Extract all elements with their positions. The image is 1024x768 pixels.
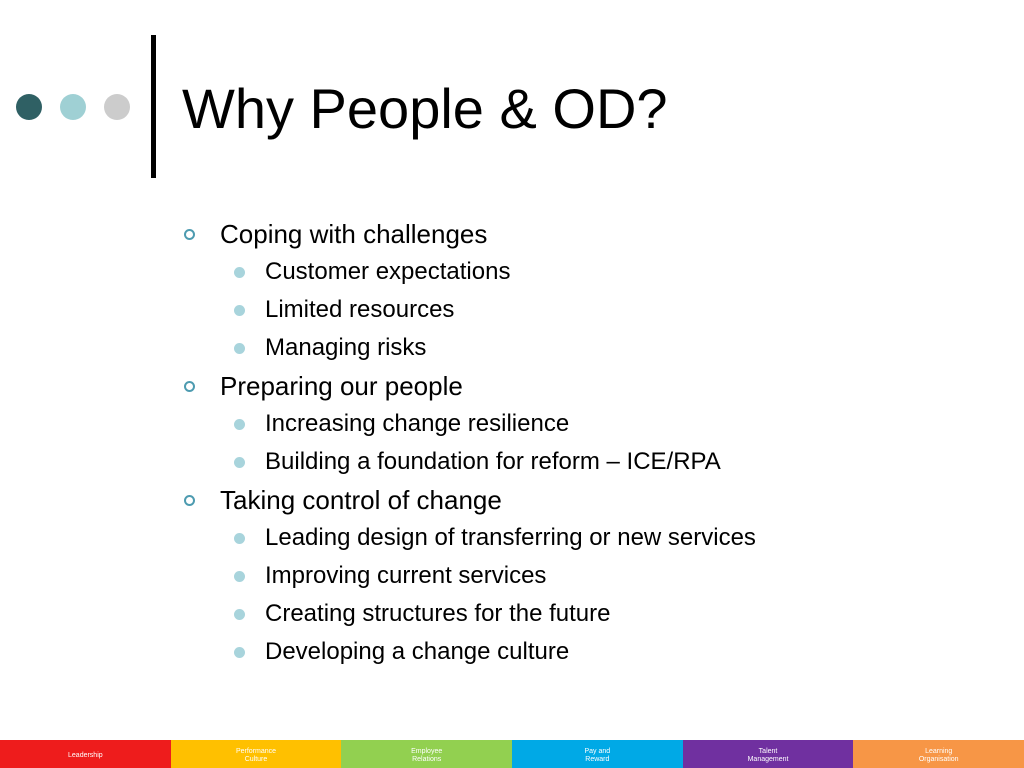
slide-title: Why People & OD? [182, 77, 668, 140]
footer-segment [683, 740, 854, 768]
bullet-text: Customer expectations [265, 258, 511, 285]
bullet-text: Coping with challenges [220, 219, 488, 249]
footer-segment-label: Employee Relations [411, 748, 443, 763]
bullet-text: Preparing our people [220, 371, 463, 401]
bullet-text: Managing risks [265, 334, 427, 361]
footer-bar [0, 740, 1024, 768]
dot-bullet-icon [234, 343, 245, 354]
dot-bullet-icon [234, 457, 245, 468]
ring-bullet-icon [184, 229, 195, 240]
footer-segment [0, 740, 171, 768]
footer-segment [341, 740, 512, 768]
bullet-text: Improving current services [265, 562, 547, 589]
dot-bullet-icon [234, 533, 245, 544]
ring-bullet-icon [184, 381, 195, 392]
footer-segment-label: Leadership [68, 752, 103, 759]
bullet-text: Limited resources [265, 296, 455, 323]
bullet-text: Taking control of change [220, 485, 502, 515]
dot-bullet-icon [234, 305, 245, 316]
footer-segment-label: Talent Management [747, 748, 789, 763]
bullet-text: Building a foundation for reform – ICE/RPA [265, 448, 721, 475]
footer-segment-label: Pay and Reward [584, 748, 611, 763]
footer-segment-label: Learning Organisation [918, 748, 959, 763]
dot-bullet-icon [234, 609, 245, 620]
dot-bullet-icon [234, 571, 245, 582]
footer-segment-label: Performance Culture [235, 748, 277, 763]
dot-bullet-icon [234, 267, 245, 278]
bullet-text: Creating structures for the future [265, 600, 611, 627]
bullet-text: Developing a change culture [265, 638, 570, 665]
dot-bullet-icon [234, 419, 245, 430]
footer-segment [512, 740, 683, 768]
ring-bullet-icon [184, 495, 195, 506]
bullet-text: Leading design of transferring or new services [265, 524, 756, 551]
bullet-text: Increasing change resilience [265, 410, 570, 437]
dot-bullet-icon [234, 647, 245, 658]
footer-segment [171, 740, 342, 768]
footer-segment [853, 740, 1024, 768]
